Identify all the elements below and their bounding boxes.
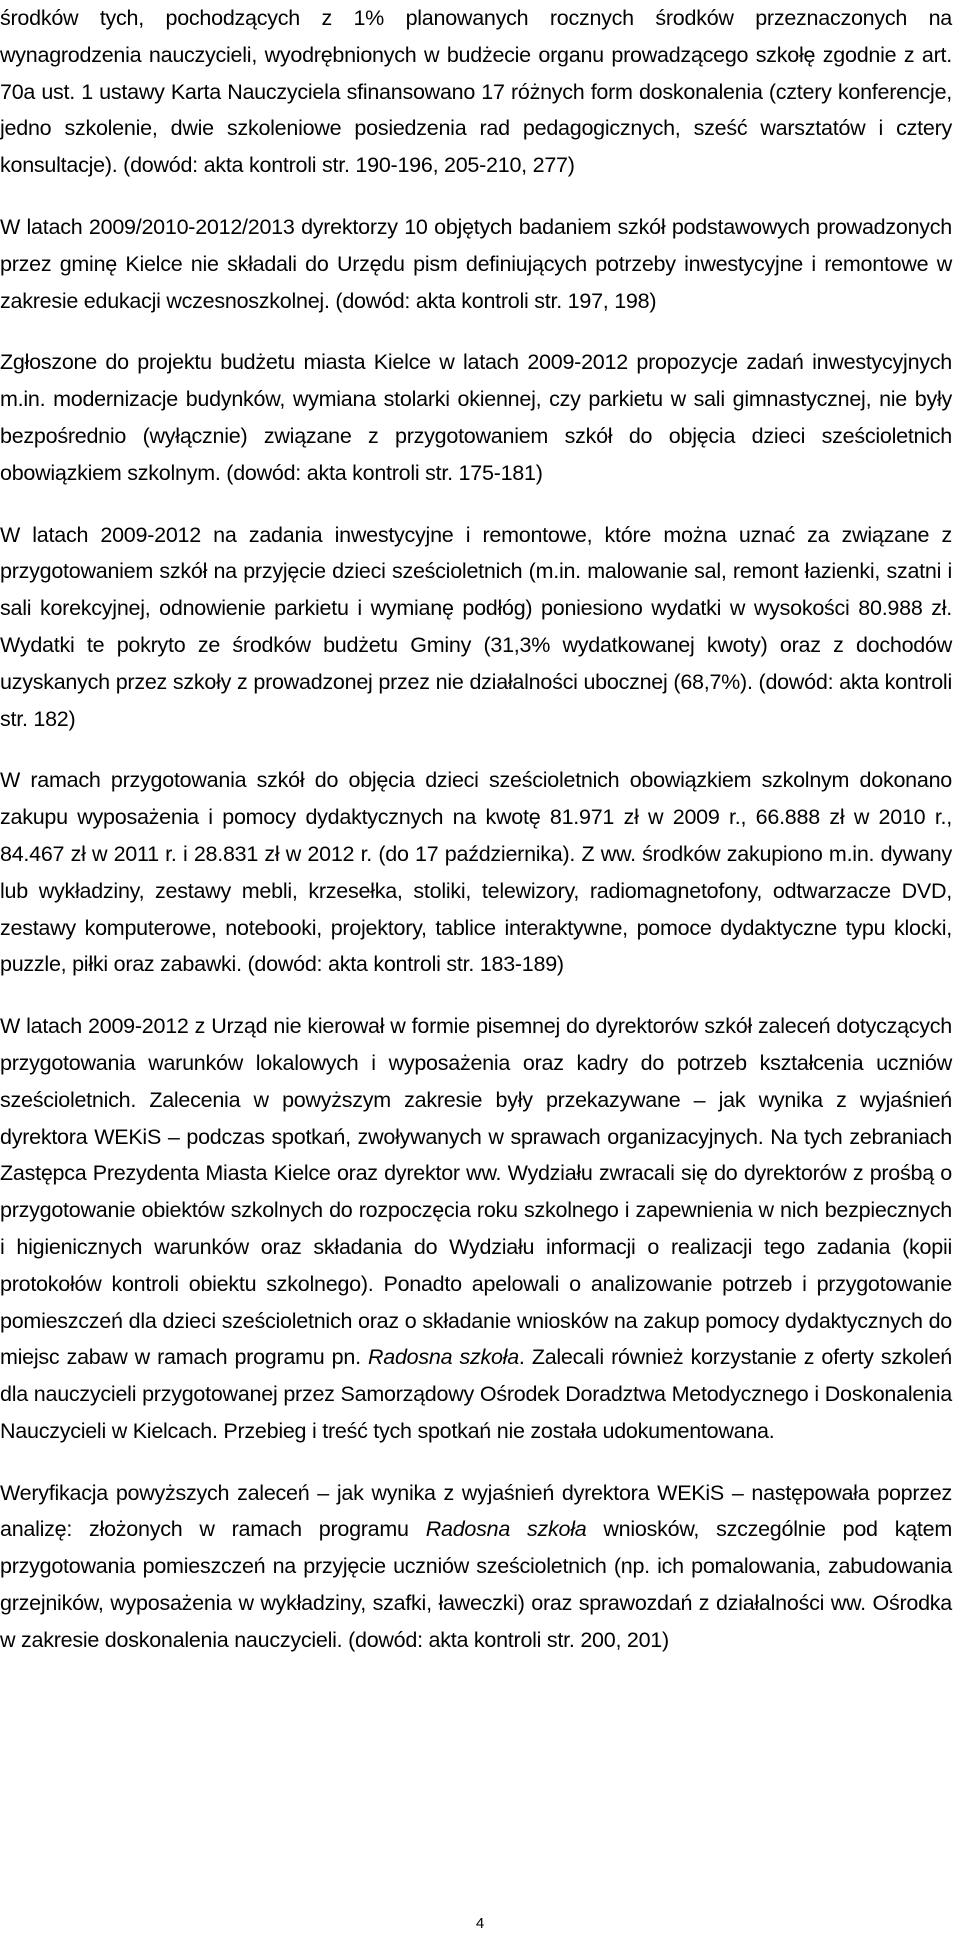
paragraph-7 — [0, 1475, 952, 1659]
paragraph-6-text-after: . Zalecali również korzystanie z oferty szkoleń dla nauczycieli przygotowanej przez Samorządowy Ośrodek Doradztwa Metodycznego i Doskonalenia Nauczycieli w Kielcach. Przebieg i treść tych spotkań nie została udokumentowana. — [0, 1345, 953, 1443]
paragraph-7-text-after: wniosków, szczególnie pod kątem przygotowania pomieszczeń na przyjęcie uczniów sześcioletnich (np. ich pomalowania, zabudowania grzejników, wyposażenia w wykładziny, szafki, ławeczki) oraz sprawozdań z działalności ww. Ośrodka w zakresie doskonalenia nauczycieli. (dowód: akta kontroli str. 200, 201) — [0, 1517, 952, 1652]
paragraph-3: Zgłoszone do projektu budżetu miasta Kielce w latach 2009-2012 propozycje zadań inwestycyjnych m.in. modernizacje budynków, wymiana stolarki okiennej, czy parkietu w sali gimnastycznej, nie były bezpośrednio (wyłącznie) związane z przygotowaniem szkół do objęcia dzieci sześcioletnich obowiązkiem szkolnym. (dowód: akta kontroli str. 175-181) — [0, 350, 952, 485]
paragraph-7-text-before: Weryfikacja powyższych zaleceń – jak wynika z wyjaśnień dyrektora WEKiS – następowała poprzez analizę: złożonych w ramach programu — [0, 1480, 952, 1542]
paragraph-4: W latach 2009-2012 na zadania inwestycyjne i remontowe, które można uznać za związane z przygotowaniem szkół na przyjęcie dzieci sześcioletnich (m.in. malowanie sal, remont łazienki, szatni i sali korekcyjnej, odnowienie parkietu i wymianę podłóg) poniesiono wydatki w wysokości 80.988 zł. Wydatki te pokryto ze środków budżetu Gminy (31,3% wydatkowanej kwoty) oraz z dochodów uzyskanych przez szkoły z prowadzonej przez nie działalności ubocznej (68,7%). (dowód: akta kontroli str. 182) — [0, 522, 952, 731]
paragraph-6 — [0, 1008, 952, 1450]
paragraph-5: W ramach przygotowania szkół do objęcia dzieci sześcioletnich obowiązkiem szkolnym dokonano zakupu wyposażenia i pomocy dydaktycznych na kwotę 81.971 zł w 2009 r., 66.888 zł w 2010 r., 84.467 zł w 2011 r. i 28.831 zł w 2012 r. (do 17 października). Z ww. środków zakupiono m.in. dywany lub wykładziny, zestawy mebli, krzesełka, stoliki, telewizory, radiomagnetofony, odtwarzacze DVD, zestawy komputerowe, notebooki, projektory, tablice interaktywne, pomoce dydaktyczne typu klocki, puzzle, piłki oraz zabawki. (dowód: akta kontroli str. 183-189) — [0, 768, 952, 977]
page-number: 4 — [475, 1915, 485, 1932]
paragraph-6-text-before: W latach 2009-2012 z Urząd nie kierował w formie pisemnej do dyrektorów szkół zaleceń dotyczących przygotowania warunków lokalowych i wyposażenia oraz kadry do potrzeb kształcenia uczniów sześcioletnich. Zalecenia w powyższym zakresie były przekazywane – jak wynika z wyjaśnień dyrektora WEKiS – podczas spotkań, zwoływanych w sprawach organizacyjnych. Na tych zebraniach Zastępca Prezydenta Miasta Kielce oraz dyrektor ww. Wydziału zwracali się do dyrektorów z prośbą o przygotowanie obiektów szkolnych do rozpoczęcia roku szkolnego i zapewnienia w nich bezpiecznych i higienicznych warunków oraz składania do Wydziału informacji o realizacji tego zadania (kopii protokołów kontroli obiektu szkolnego). Ponadto apelowali o analizowanie potrzeb i przygotowanie pomieszczeń dla dzieci sześcioletnich oraz o składanie wniosków na zakup pomocy dydaktycznych do miejsc zabaw w ramach programu pn. — [0, 1014, 952, 1370]
program-name-italic: Radosna szkoła — [367, 1345, 519, 1370]
paragraph-2: W latach 2009/2010-2012/2013 dyrektorzy 10 objętych badaniem szkół podstawowych prowadzonych przez gminę Kielce nie składali do Urzędu pism definiujących potrzeby inwestycyjne i remontowe w zakresie edukacji wczesnoszkolnej. (dowód: akta kontroli str. 197, 198) — [0, 214, 952, 313]
program-name-italic: Radosna szkoła — [425, 1517, 587, 1542]
paragraph-1: środków tych, pochodzących z 1% planowanych rocznych środków przeznaczonych na wynagrodzenia nauczycieli, wyodrębnionych w budżecie organu prowadzącego szkołę zgodnie z art. 70a ust. 1 ustawy Karta Nauczyciela sfinansowano 17 różnych form doskonalenia (cztery konferencje, jedno szkolenie, dwie szkoleniowe posiedzenia rad pedagogicznych, sześć warsztatów i cztery konsultacje). (dowód: akta kontroli str. 190-196, 205-210, 277) — [0, 6, 952, 178]
